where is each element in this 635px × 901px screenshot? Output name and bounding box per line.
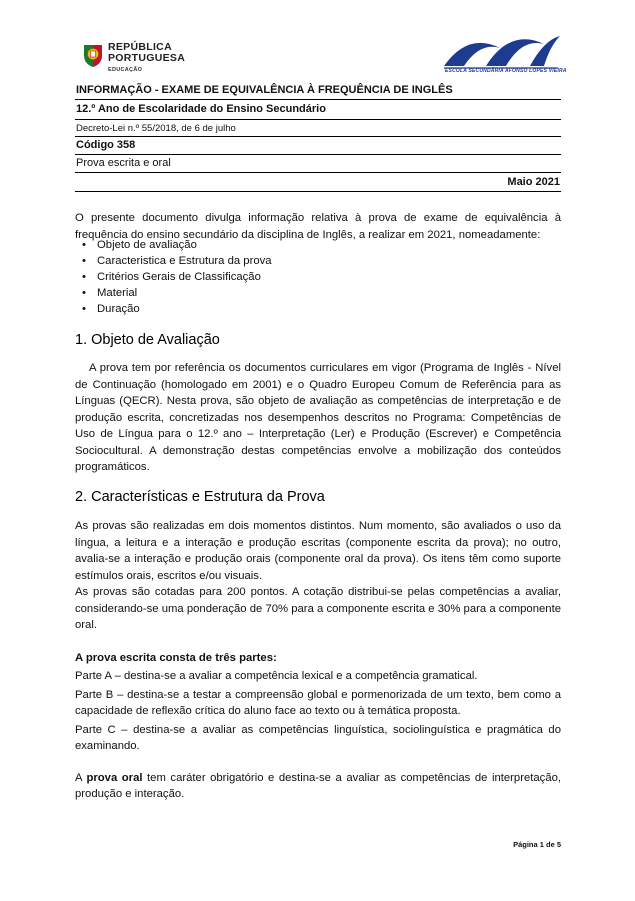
list-item: • Caracteristica e Estrutura da prova [82, 253, 272, 269]
republica-portuguesa-logo [82, 40, 192, 80]
exam-code: Código 358 [76, 139, 136, 151]
school-year: 12.º Ano de Escolaridade do Ensino Secundário [76, 103, 326, 115]
written-exam-intro: A prova escrita consta de três partes: [75, 651, 277, 664]
section-2-p1: As provas são realizadas em dois momentos distintos. Num momento, são avaliados o uso da língua, a leitura e a interação e produção escritas (componente escrita da prova); no outro, avalia-se a interação e produção orais (componente oral da prova). Os itens têm como suporte estímulos orais, escritos e/ou visuais. [75, 520, 561, 582]
logo-line-educacao: EDUCAÇÃO [108, 67, 143, 73]
oral-exam-text: tem caráter obrigatório e destina-se a avaliar as competências de interpretação, produção e interação. [75, 771, 562, 800]
intro-text: O presente documento divulga informação relativa à prova de exame de equivalência à frequência do ensino secundário da disciplina de Inglês, a realizar em 2021, nomeadamente: [75, 212, 561, 241]
page-number: Página 1 de 5 [513, 840, 561, 849]
section-2-body [75, 518, 561, 803]
oral-exam-label: prova oral [86, 771, 143, 784]
exam-type: Prova escrita e oral [76, 157, 171, 169]
decree-reference: Decreto-Lei n.º 55/2018, de 6 de julho [76, 123, 236, 134]
list-item: • Duração [82, 301, 272, 317]
section-1-heading: 1. Objeto de Avaliação [75, 332, 220, 348]
school-logo [440, 26, 567, 76]
school-wave-icon [440, 26, 562, 70]
section-2-p2: As provas são cotadas para 200 pontos. A cotação distribui-se pelas competências a avaliar, considerando-se uma ponderação de 70% para a componente escrita e 30% para a componente oral. [75, 586, 561, 631]
part-b-text: Parte B – destina-se a testar a compreensão global e pormenorizada de um texto, bem como a capacidade de reflexão crítica do aluno face ao texto ou à temática proposta. [75, 688, 561, 717]
exam-date: Maio 2021 [507, 176, 560, 188]
logo-line-republica: REPÚBLICA [108, 41, 172, 53]
list-item: • Critérios Gerais de Classificação [82, 269, 272, 285]
list-item: • Material [82, 285, 272, 301]
intro-list [82, 237, 272, 317]
section-1-text: A prova tem por referência os documentos curriculares em vigor (Programa de Inglês - Nível de Continuação (homologado em 2001) e o Quadro Europeu Comum de Referência para as Línguas (QECR). Nesta prova, são objeto de avaliação as competências de interpretação e de produção escrita, concretizadas nos desempenhos descritos no Programa: Competências de Uso de Língua para o 12.º ano – Interpretação (Ler) e Produção (Escrever) e Competência Sociocultural. A demonstração destas competências envolve a mobilização dos conteúdos programáticos. [75, 362, 561, 473]
coat-of-arms-icon [82, 42, 104, 68]
school-name: ESCOLA SECUNDÁRIA AFONSO LOPES VIEIRA [445, 68, 567, 74]
section-2-heading: 2. Características e Estrutura da Prova [75, 489, 325, 505]
document-title: INFORMAÇÃO - EXAME DE EQUIVALÊNCIA À FREQUÊNCIA DE INGLÊS [76, 84, 453, 96]
logo-line-portuguesa: PORTUGUESA [108, 52, 186, 64]
oral-exam-paragraph [75, 770, 561, 803]
oral-article: A [75, 771, 82, 784]
part-c-text: Parte C – destina-se a avaliar as competências linguística, sociolinguística e pragmática do examinando. [75, 723, 561, 752]
part-a-text: Parte A – destina-se a avaliar a competência lexical e a competência gramatical. [75, 670, 478, 682]
section-1-body [75, 360, 561, 476]
list-item: • Objeto de avaliação [82, 237, 272, 253]
